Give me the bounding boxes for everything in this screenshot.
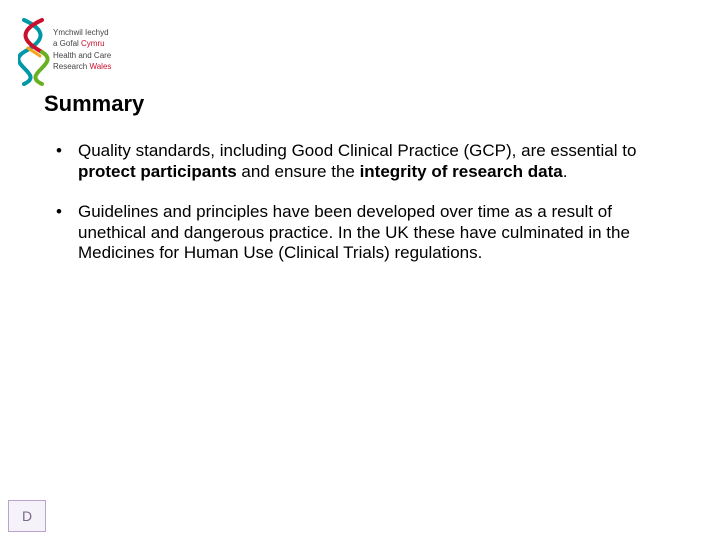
logo-line4-highlight: Wales bbox=[89, 61, 112, 71]
bullet-text: and ensure the bbox=[236, 161, 360, 181]
logo-line2-prefix: a Gofal bbox=[53, 38, 82, 48]
bullet-item bbox=[50, 202, 670, 264]
bullet-text: . bbox=[562, 161, 568, 181]
logo-line2-highlight: Cymru bbox=[81, 38, 105, 48]
slide-title: Summary bbox=[44, 91, 145, 116]
bullet-list bbox=[50, 141, 670, 284]
logo-line1: Ymchwil Iechyd bbox=[53, 28, 109, 37]
bullet-emphasis: protect participants bbox=[78, 161, 237, 181]
bullet-text: Guidelines and principles have been developed over time as a result of unethical and dangerous practice. In the UK these have culminated in the Medicines for Human Use (Clinical Trials) regulations. bbox=[78, 202, 630, 262]
logo-wordmark bbox=[53, 28, 111, 72]
logo bbox=[18, 18, 138, 86]
bullet-text: Quality standards, including Good Clinical Practice (GCP), are essential to bbox=[78, 141, 637, 160]
bullet-marker: • bbox=[56, 141, 62, 160]
bullet-item bbox=[50, 141, 670, 182]
bullet-emphasis: integrity of research data bbox=[359, 161, 563, 181]
bullet-marker: • bbox=[56, 202, 62, 221]
double-helix-icon bbox=[18, 18, 50, 86]
logo-line4-prefix: Research bbox=[53, 61, 90, 71]
corner-badge: D bbox=[8, 500, 46, 532]
logo-line3: Health and Care bbox=[53, 51, 112, 60]
